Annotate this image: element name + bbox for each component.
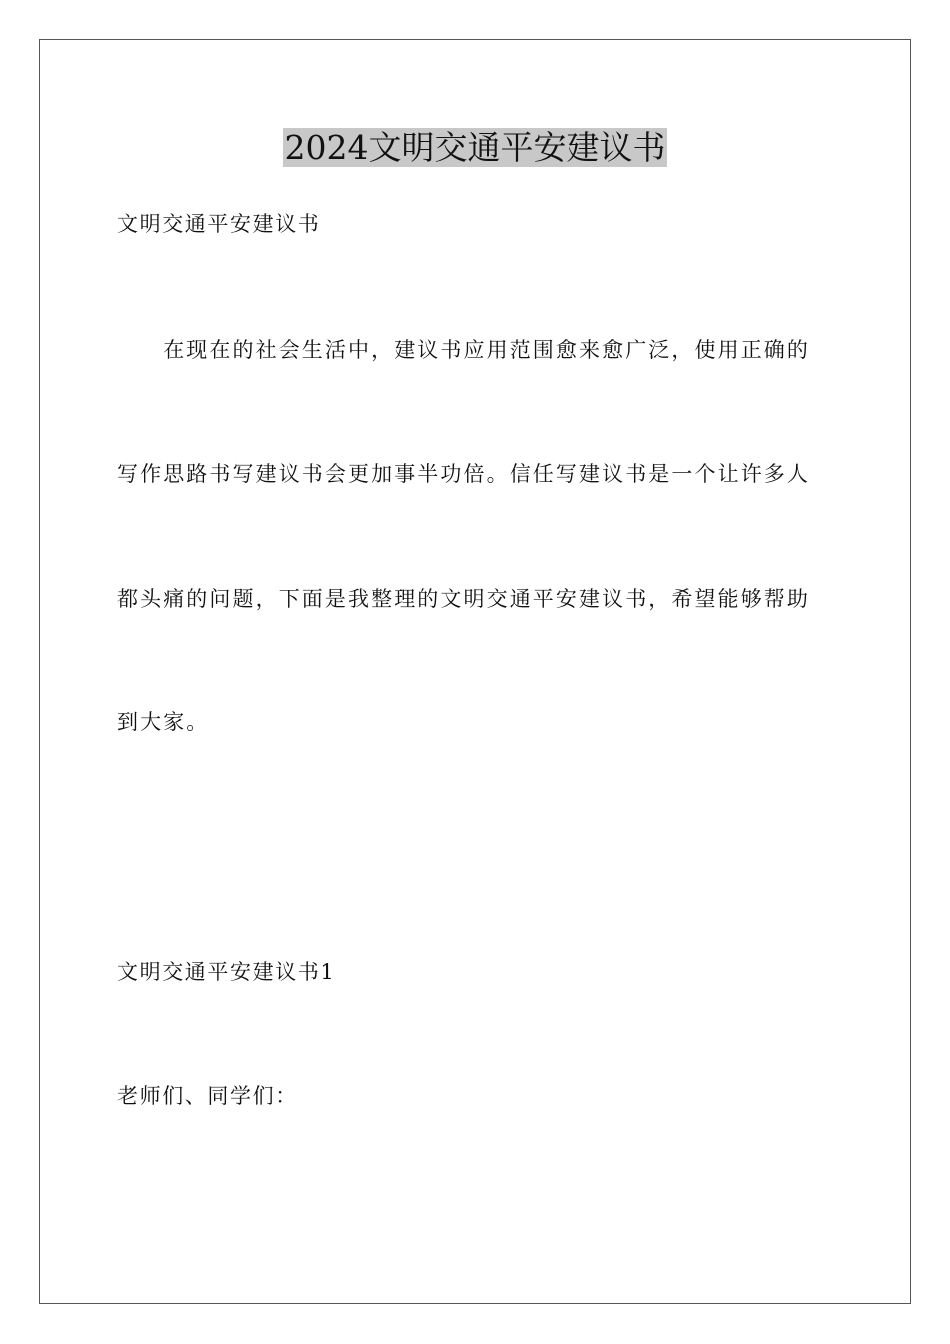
intro-paragraph-line-2: 写作思路书写建议书会更加事半功倍。信任写建议书是一个让许多人 [117, 462, 810, 486]
intro-paragraph-line-4: 到大家。 [117, 710, 210, 734]
document-subtitle: 文明交通平安建议书 [117, 212, 321, 236]
document-title-text: 2024文明交通平安建议书 [284, 128, 666, 167]
section-heading: 文明交通平安建议书1 [117, 960, 336, 984]
intro-paragraph-line-1: 在现在的社会生活中，建议书应用范围愈来愈广泛，使用正确的 [117, 338, 810, 362]
salutation: 老师们、同学们： [117, 1084, 298, 1108]
intro-paragraph-line-3: 都头痛的问题，下面是我整理的文明交通平安建议书，希望能够帮助 [117, 587, 810, 611]
document-title [0, 126, 950, 170]
